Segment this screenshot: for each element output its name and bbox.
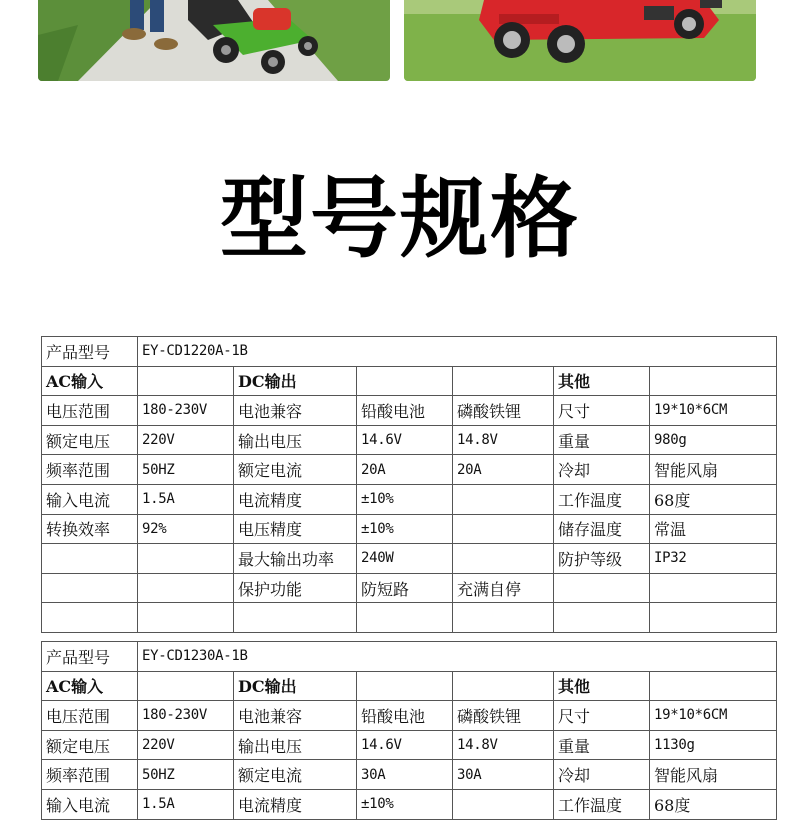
spec-cell bbox=[453, 789, 554, 819]
spec-cell: 1.5A bbox=[138, 789, 234, 819]
spec-cell: 产品型号 bbox=[42, 642, 138, 672]
spec-cell bbox=[650, 603, 777, 633]
table-row bbox=[42, 603, 777, 633]
spec-cell: 工作温度 bbox=[554, 789, 650, 819]
spec-cell: 50HZ bbox=[138, 455, 234, 485]
table-row bbox=[42, 701, 777, 731]
table-row bbox=[42, 425, 777, 455]
spec-cell bbox=[138, 573, 234, 603]
table-row bbox=[42, 573, 777, 603]
table-row bbox=[42, 484, 777, 514]
spec-cell: 额定电压 bbox=[42, 730, 138, 760]
spec-cell: 20A bbox=[453, 455, 554, 485]
spec-cell: 磷酸铁锂 bbox=[453, 701, 554, 731]
table-row bbox=[42, 396, 777, 426]
spec-cell: 980g bbox=[650, 425, 777, 455]
spec-cell bbox=[138, 366, 234, 396]
spec-cell: 输出电压 bbox=[234, 425, 357, 455]
spec-cell: 智能风扇 bbox=[650, 455, 777, 485]
spec-cell: 30A bbox=[453, 760, 554, 790]
spec-cell bbox=[42, 603, 138, 633]
spec-cell: 储存温度 bbox=[554, 514, 650, 544]
spec-cell: 50HZ bbox=[138, 760, 234, 790]
spec-cell: 68度 bbox=[650, 484, 777, 514]
spec-cell: 240W bbox=[357, 544, 453, 574]
spec-cell bbox=[453, 544, 554, 574]
spec-cell: 防短路 bbox=[357, 573, 453, 603]
spec-cell: EY-CD1220A-1B bbox=[138, 337, 777, 367]
spec-cell: AC输入 bbox=[42, 671, 138, 701]
table-row bbox=[42, 730, 777, 760]
spec-cell: 充满自停 bbox=[453, 573, 554, 603]
spec-cell: 92% bbox=[138, 514, 234, 544]
spec-cell bbox=[650, 573, 777, 603]
spec-cell: ±10% bbox=[357, 484, 453, 514]
spec-table bbox=[41, 641, 777, 820]
spec-cell bbox=[453, 603, 554, 633]
spec-cell bbox=[138, 603, 234, 633]
spec-cell bbox=[138, 671, 234, 701]
table-row bbox=[42, 544, 777, 574]
spec-cell: 其他 bbox=[554, 366, 650, 396]
spec-cell: 尺寸 bbox=[554, 701, 650, 731]
spec-cell bbox=[453, 514, 554, 544]
spec-cell: 1.5A bbox=[138, 484, 234, 514]
spec-cell: DC输出 bbox=[234, 366, 357, 396]
spec-cell: IP32 bbox=[650, 544, 777, 574]
spec-cell: 频率范围 bbox=[42, 455, 138, 485]
spec-cell: 20A bbox=[357, 455, 453, 485]
model-row bbox=[42, 337, 777, 367]
spec-cell bbox=[453, 671, 554, 701]
spec-cell: 其他 bbox=[554, 671, 650, 701]
spec-cell: 14.6V bbox=[357, 730, 453, 760]
spec-cell: ±10% bbox=[357, 789, 453, 819]
spec-cell: 额定电流 bbox=[234, 760, 357, 790]
spec-cell: 尺寸 bbox=[554, 396, 650, 426]
spec-cell bbox=[138, 544, 234, 574]
spec-cell: 68度 bbox=[650, 789, 777, 819]
spec-cell: 电池兼容 bbox=[234, 701, 357, 731]
spec-cell bbox=[453, 484, 554, 514]
spec-cell: 智能风扇 bbox=[650, 760, 777, 790]
spec-cell: 19*10*6CM bbox=[650, 396, 777, 426]
spec-cell bbox=[554, 603, 650, 633]
spec-cell: 重量 bbox=[554, 730, 650, 760]
spec-cell bbox=[357, 671, 453, 701]
spec-cell bbox=[650, 671, 777, 701]
spec-cell: 180-230V bbox=[138, 701, 234, 731]
spec-cell: 磷酸铁锂 bbox=[453, 396, 554, 426]
section-header-row bbox=[42, 671, 777, 701]
spec-cell bbox=[650, 366, 777, 396]
spec-cell: 铅酸电池 bbox=[357, 396, 453, 426]
spec-cell: 220V bbox=[138, 730, 234, 760]
model-row bbox=[42, 642, 777, 672]
golf-cart-photo bbox=[404, 0, 756, 81]
spec-cell bbox=[357, 366, 453, 396]
spec-cell: 220V bbox=[138, 425, 234, 455]
spec-cell: 转换效率 bbox=[42, 514, 138, 544]
spec-cell: 常温 bbox=[650, 514, 777, 544]
lawn-mower-photo-icon bbox=[38, 0, 390, 81]
spec-cell: 冷却 bbox=[554, 760, 650, 790]
spec-cell: 输入电流 bbox=[42, 789, 138, 819]
page-title: 型号规格 bbox=[219, 167, 580, 270]
spec-cell: 180-230V bbox=[138, 396, 234, 426]
spec-cell: 30A bbox=[357, 760, 453, 790]
spec-cell: 电压范围 bbox=[42, 701, 138, 731]
spec-cell: 工作温度 bbox=[554, 484, 650, 514]
spec-cell: 19*10*6CM bbox=[650, 701, 777, 731]
spec-cell bbox=[357, 603, 453, 633]
spec-cell: 输出电压 bbox=[234, 730, 357, 760]
golf-cart-photo-icon bbox=[404, 0, 756, 81]
spec-cell: 产品型号 bbox=[42, 337, 138, 367]
spec-cell: 电压范围 bbox=[42, 396, 138, 426]
spec-cell: 额定电流 bbox=[234, 455, 357, 485]
spec-cell: 电流精度 bbox=[234, 484, 357, 514]
spec-cell: 输入电流 bbox=[42, 484, 138, 514]
spec-cell: 电池兼容 bbox=[234, 396, 357, 426]
spec-cell: 电流精度 bbox=[234, 789, 357, 819]
spec-cell bbox=[42, 544, 138, 574]
spec-cell: AC输入 bbox=[42, 366, 138, 396]
spec-cell: 冷却 bbox=[554, 455, 650, 485]
spec-cell: 1130g bbox=[650, 730, 777, 760]
spec-cell: ±10% bbox=[357, 514, 453, 544]
section-header-row bbox=[42, 366, 777, 396]
spec-table bbox=[41, 336, 777, 633]
spec-cell: 防护等级 bbox=[554, 544, 650, 574]
table-row bbox=[42, 760, 777, 790]
table-row bbox=[42, 789, 777, 819]
lawn-mower-photo bbox=[38, 0, 390, 81]
spec-cell: EY-CD1230A-1B bbox=[138, 642, 777, 672]
spec-cell bbox=[453, 366, 554, 396]
spec-cell: DC输出 bbox=[234, 671, 357, 701]
table-row bbox=[42, 514, 777, 544]
spec-cell: 14.6V bbox=[357, 425, 453, 455]
spec-cell: 电压精度 bbox=[234, 514, 357, 544]
spec-cell: 频率范围 bbox=[42, 760, 138, 790]
spec-cell bbox=[42, 573, 138, 603]
spec-cell: 保护功能 bbox=[234, 573, 357, 603]
table-row bbox=[42, 455, 777, 485]
spec-cell: 最大输出功率 bbox=[234, 544, 357, 574]
spec-cell: 铅酸电池 bbox=[357, 701, 453, 731]
spec-cell: 14.8V bbox=[453, 730, 554, 760]
spec-cell: 额定电压 bbox=[42, 425, 138, 455]
spec-cell: 14.8V bbox=[453, 425, 554, 455]
spec-cell bbox=[234, 603, 357, 633]
spec-cell bbox=[554, 573, 650, 603]
spec-cell: 重量 bbox=[554, 425, 650, 455]
